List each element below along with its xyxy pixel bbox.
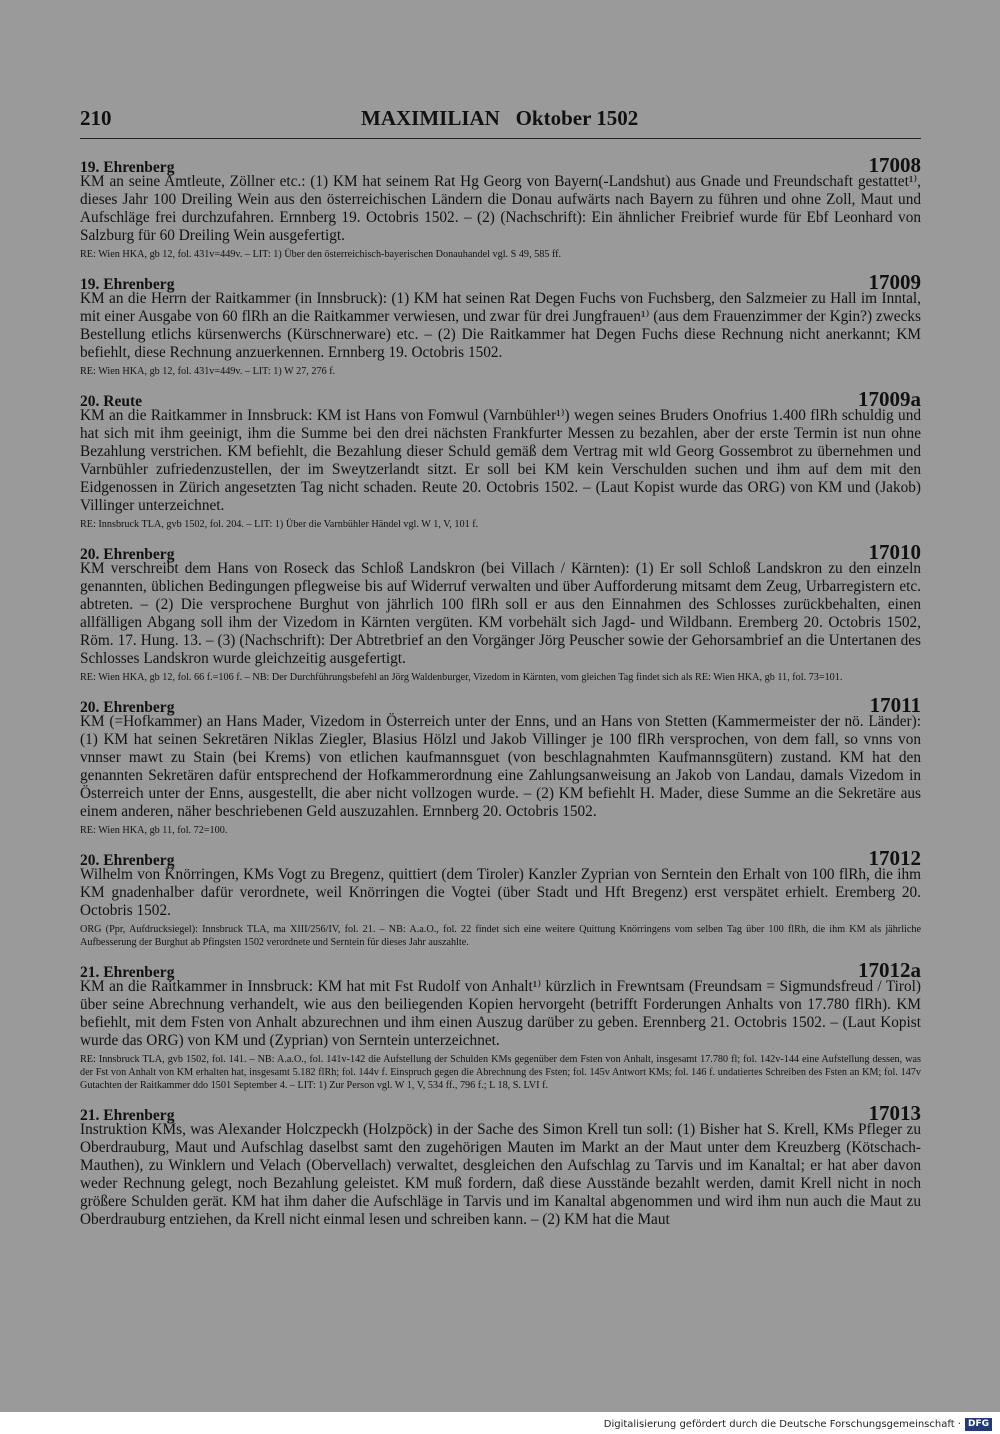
entry-number: 17009a <box>858 387 921 411</box>
entry-source-note: ORG (Ppr, Aufdrucksiegel): Innsbruck TLA, ma XIII/256/IV, fol. 21. – NB: A.a.O., fol. 22 findet sich eine weitere Quittung Knörringens vom selben Tag über 100 flRh, die ihm KM als jährliche Aufbesserung der Burghut ab Pfingsten 1502 verordnete und Serntein für dieses Jahr auszahlte. <box>80 924 921 948</box>
entry-date-place: 21. Ehrenberg <box>80 964 175 981</box>
entry-list <box>80 153 921 1229</box>
entry-date-place: 21. Ehrenberg <box>80 1107 175 1124</box>
entry-date-place: 20. Ehrenberg <box>80 546 175 563</box>
entry-number: 17012 <box>868 846 921 870</box>
entry-text: KM an seine Amtleute, Zöllner etc.: (1) KM hat seinem Rat Hg Georg von Bayern(-Landshut) aus Gnade und Freundschaft gestattet¹⁾, dieses Jahr 100 Dreiling Wein aus den österreichischen Ländern die Donau aufwärts nach Bayern zu führen und ohne Zoll, Maut und Aufschläge frei durchzufahren. Ernnberg 19. Octobris 1502. – (2) (Nachschrift): Ein ähnlicher Freibrief wurde für Ebf Leonhard von Salzburg für 60 Dreiling Wein ausgefertigt. <box>80 173 921 244</box>
entry-date-place: 20. Ehrenberg <box>80 852 175 869</box>
entry-heading <box>80 270 921 294</box>
register-entry <box>80 153 921 261</box>
entry-text: KM an die Raitkammer in Innsbruck: KM hat mit Fst Rudolf von Anhalt¹⁾ kürzlich in Frewntsam (Freundsam = Sigmundsfreud / Tirol) über seine Abrechnung verhandelt, wie aus den beiliegenden Kopien hervorgeht (betrifft Forderungen Anhalts von 17.780 flRh). KM befiehlt, mit dem Fsten von Anhalt abzurechnen und ihm einen Auszug darüber zu geben. Erennberg 21. Octobris 1502. – (Laut Kopist wurde das ORG) von KM und (Zyprian) von Serntein unterzeichnet. <box>80 978 921 1049</box>
entry-heading <box>80 846 921 870</box>
register-entry <box>80 1101 921 1229</box>
entry-text: Wilhelm von Knörringen, KMs Vogt zu Bregenz, quittiert (dem Tiroler) Kanzler Zyprian von Serntein den Erhalt von 100 flRh, die ihm KM gnadenhalber dafür verordnete, weil Knörringen die Vogtei (über Stadt und Hft Bregenz) erst verspätet erhielt. Eremberg 20. Octobris 1502. <box>80 866 921 919</box>
entry-number: 17012a <box>858 958 921 982</box>
entry-source-note: RE: Wien HKA, gb 11, fol. 72=100. <box>80 825 228 836</box>
entry-text: Instruktion KMs, was Alexander Holczpeckh (Holzpöck) in der Sache des Simon Krell tun soll: (1) Bisher hat S. Krell, KMs Pfleger zu Oberdrauburg, Maut und Aufschlag daselbst samt den zugehörigen Mauten im Markt an der Maut unter dem Kreuzberg (Kötschach-Mauthen), zu Winklern und Velach (Obervellach) verwaltet, desgleichen den Aufschlag zu Tarvis und im Kanaltal; er hat aber davon weder Rechnung gelegt, noch Bezahlung geleistet. KM muß fordern, daß diese Ausstände bezahlt werden, damit Krell nicht in noch größere Schulden gerät. KM hat ihm daher die Aufschläge in Tarvis und im Kanaltal abgenommen und wird ihm nun auch die Maut zu Oberdrauburg entziehen, da Krell nicht einmal lesen und schreiben kann. – (2) KM hat die Maut <box>80 1121 921 1228</box>
entry-text: KM (=Hofkammer) an Hans Mader, Vizedom in Österreich unter der Enns, und an Hans von Stetten (Kammermeister der nö. Länder): (1) KM hat seinen Sekretären Niklas Ziegler, Blasius Hölzl und Jakob Villinger je 100 flRh versprochen, von dem fall, so vnns von vnnser mawt zu Stain (bei Krems) von etlichen kaufmannsguet (von beschlagnahmten Kaufmannsgütern) zustand. KM hat den genannten Sekretären dafür entsprechend der Hofkammerordnung eine Zahlungsanweisung an Jakob von Landau, damals Vizedom in Österreich unter der Enns, ausgestellt, die aber nicht vollzogen wurde. – (2) KM befiehlt H. Mader, diese Summe an die Sekretäre aus einem anderen, näher beschriebenen Geld auszuzahlen. Ernnberg 20. Octobris 1502. <box>80 713 921 820</box>
dfg-logo-icon: DFG <box>965 1418 992 1431</box>
footer-text: Digitalisierung gefördert durch die Deutsche Forschungsgemeinschaft · <box>603 1419 961 1430</box>
register-entry <box>80 693 921 837</box>
register-entry <box>80 540 921 684</box>
register-entry <box>80 958 921 1092</box>
page-number: 210 <box>80 106 112 130</box>
entry-text: KM an die Raitkammer in Innsbruck: KM ist Hans von Fomwul (Varnbühler¹⁾) wegen seines Bruders Onofrius 1.400 flRh schuldig und hat sich mit ihm geeinigt, ihm die Summe bei den drei nächsten Frankfurter Messen zu bezahlen, aber der erste Termin ist nun ohne Bezahlung verstrichen. KM befiehlt, die Bezahlung dieser Schuld gemäß dem Vertrag mit wld Georg Gossembrot zu übernehmen und Varnbühler zufriedenzustellen, der im Sweytzerlandt sitzt. Er soll bei KM kein Verschulden suchen und ihm auf dem mit den Eidgenossen in Zürich angesetzten Tag nicht schaden. Reute 20. Octobris 1502. – (Laut Kopist wurde das ORG) von KM und (Jakob) Villinger unterzeichnet. <box>80 407 921 514</box>
entry-source-note: RE: Innsbruck TLA, gvb 1502, fol. 204. – LIT: 1) Über die Varnbühler Händel vgl. W 1, V, 101 f. <box>80 519 479 530</box>
entry-heading <box>80 1101 921 1125</box>
entry-heading <box>80 387 921 411</box>
entry-date-place: 19. Ehrenberg <box>80 276 175 293</box>
entry-source-note: RE: Wien HKA, gb 12, fol. 431v=449v. – LIT: 1) W 27, 276 f. <box>80 366 336 377</box>
entry-number: 17008 <box>868 153 921 177</box>
entry-heading <box>80 958 921 982</box>
entry-text: KM verschreibt dem Hans von Roseck das Schloß Landskron (bei Villach / Kärnten): (1) Er soll Schloß Landskron zu den einzeln genannten, üblichen Bedingungen pflegweise bis auf Widerruf verwalten und über Aufforderung mitsamt dem Zeug, Urbarregistern etc. abtreten. – (2) Die versprochene Burghut von jährlich 100 flRh soll er aus den Einnahmen des Schlosses zurückbehalten, einen allfälligen Abgang soll ihm der Vizedom in Kärnten vergüten. KM vorbehält sich Jagd- und Wildbann. Eremberg 20. Octobris 1502, Röm. 17. Hung. 13. – (3) (Nachschrift): Der Abtretbrief an den Vorgänger Jörg Peuscher sowie der Gehorsambrief an die Untertanen des Schlosses Landskron wurde gleichzeitig ausgefertigt. <box>80 560 921 667</box>
header-rule <box>80 138 921 139</box>
entry-source-note: RE: Innsbruck TLA, gvb 1502, fol. 141. – NB: A.a.O., fol. 141v-142 die Aufstellung der Schulden KMs gegenüber dem Fsten von Anhalt, insgesamt 17.780 fl; fol. 142v-144 eine Aufstellung dessen, was der Fst von Anhalt von KM erhalten hat, insgesamt 5.182 flRh; fol. 144v f. Einspruch gegen die Abrechnung des Fsten; fol. 145v Antwort KMs; fol. 146 f. undatiertes Schreiben des Fsten an KM; fol. 147v Gutachten der Raitkammer ddo 1501 September 4. – LIT: 1) Zur Person vgl. W 1, V, 534 ff., 796 f.; L 18, S. LVI f. <box>80 1054 921 1091</box>
entry-source-note: RE: Wien HKA, gb 12, fol. 431v=449v. – LIT: 1) Über den österreichisch-bayerischen Donauhandel vgl. S 49, 585 ff. <box>80 249 562 260</box>
entry-date-place: 19. Ehrenberg <box>80 159 175 176</box>
entry-number: 17009 <box>868 270 921 294</box>
entry-number: 17010 <box>868 540 921 564</box>
entry-heading <box>80 540 921 564</box>
entry-date-place: 20. Ehrenberg <box>80 699 175 716</box>
funding-footer <box>604 1418 992 1431</box>
entry-date-place: 20. Reute <box>80 393 142 410</box>
register-entry <box>80 270 921 378</box>
register-entry <box>80 846 921 949</box>
entry-text: KM an die Herrn der Raitkammer (in Innsbruck): (1) KM hat seinen Rat Degen Fuchs von Fuchsberg, den Salzmeier zu Hall im Inntal, mit einer Ausgabe von 60 flRh an die Raitkammer verwiesen, und zwar für drei Jungfrauen¹⁾ (aus dem Frauenzimmer der Kgin?) zwecks Bestellung etlichs kürsenwerchs (Kürschnerware) etc. – (2) Die Raitkammer hat Degen Fuchs diese Rechnung nicht anerkannt; KM befiehlt, diese Rechnung anzuerkennen. Ernnberg 19. Octobris 1502. <box>80 290 921 361</box>
register-entry <box>80 387 921 531</box>
page-header <box>80 106 921 136</box>
entry-number: 17011 <box>869 693 921 717</box>
page-content <box>80 106 921 1238</box>
running-title: MAXIMILIAN Oktober 1502 <box>361 106 639 130</box>
entry-source-note: RE: Wien HKA, gb 12, fol. 66 f.=106 f. – NB: Der Durchführungsbefehl an Jörg Waldenburger, Vizedom in Kärnten, vom gleichen Tag findet sich als RE: Wien HKA, gb 11, fol. 73=101. <box>80 672 843 683</box>
entry-heading <box>80 153 921 177</box>
entry-number: 17013 <box>868 1101 921 1125</box>
entry-heading <box>80 693 921 717</box>
